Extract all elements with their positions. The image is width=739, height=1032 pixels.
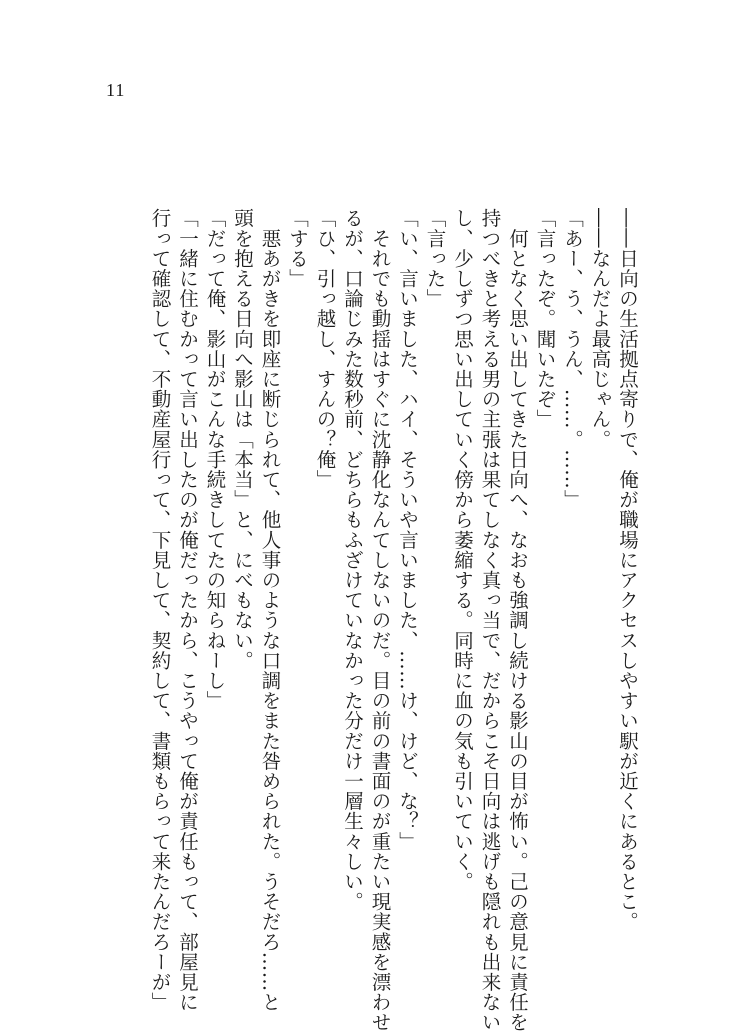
text-line: ――なんだよ最高じゃん。 bbox=[588, 208, 612, 450]
text-line: 悪あがきを即座に断じられて、他人事のような口調をまた咎められた。うそだろ……と bbox=[258, 208, 282, 1012]
text-line: 「ひ、引っ越し、すんの？俺」 bbox=[313, 208, 337, 490]
text-line: 「あー、う、うん、……。……」 bbox=[561, 208, 584, 510]
text-line: 「言ったぞ。聞いたぞ」 bbox=[533, 208, 557, 430]
text-line: それでも動揺はすぐに沈静化なんてしないのだ。目の前の書面のが重たい現実感を漂わせ bbox=[368, 208, 392, 1032]
text-line: 「言った」 bbox=[423, 208, 447, 309]
text-line: 行って確認して、不動産屋行って、下見して、契約して、書類もらって来たんだろーが」 bbox=[148, 208, 172, 1012]
text-line: 頭を抱える日向へ影山は「本当」と、にべもない。 bbox=[231, 208, 254, 671]
text-line: 「だって俺、影山がこんな手続きしてたの知らねーし」 bbox=[203, 208, 227, 711]
text-line: 「する」 bbox=[286, 208, 309, 289]
body-text bbox=[146, 208, 641, 1032]
text-line: 「い、言いました、ハイ、そういや言いました、……け、けど、な？」 bbox=[396, 208, 419, 852]
text-line: ――日向の生活拠点寄りで、俺が職場にアクセスしやすい駅が近くにあるとこ。 bbox=[616, 208, 639, 932]
text-line: し、少しずつ思い出していく傍から萎縮する。同時に血の気も引いていく。 bbox=[451, 208, 474, 892]
page-number: 11 bbox=[106, 80, 126, 100]
text-line: 何となく思い出してきた日向へ、なおも強調し続ける影山の目が怖い。己の意見に責任を bbox=[506, 208, 529, 1032]
text-line: 「一緒に住むかって言い出したのが俺だったから、こうやって俺が責任もって、部屋見に bbox=[176, 208, 199, 1012]
text-line: るが、口論じみた数秒前、どちらもふざけていなかった分だけ一層生々しい。 bbox=[341, 208, 364, 912]
text-line: 持つべきと考える男の主張は果てしなく真っ当で、だからこそ日向は逃げも隠れも出来ない bbox=[478, 208, 502, 1032]
